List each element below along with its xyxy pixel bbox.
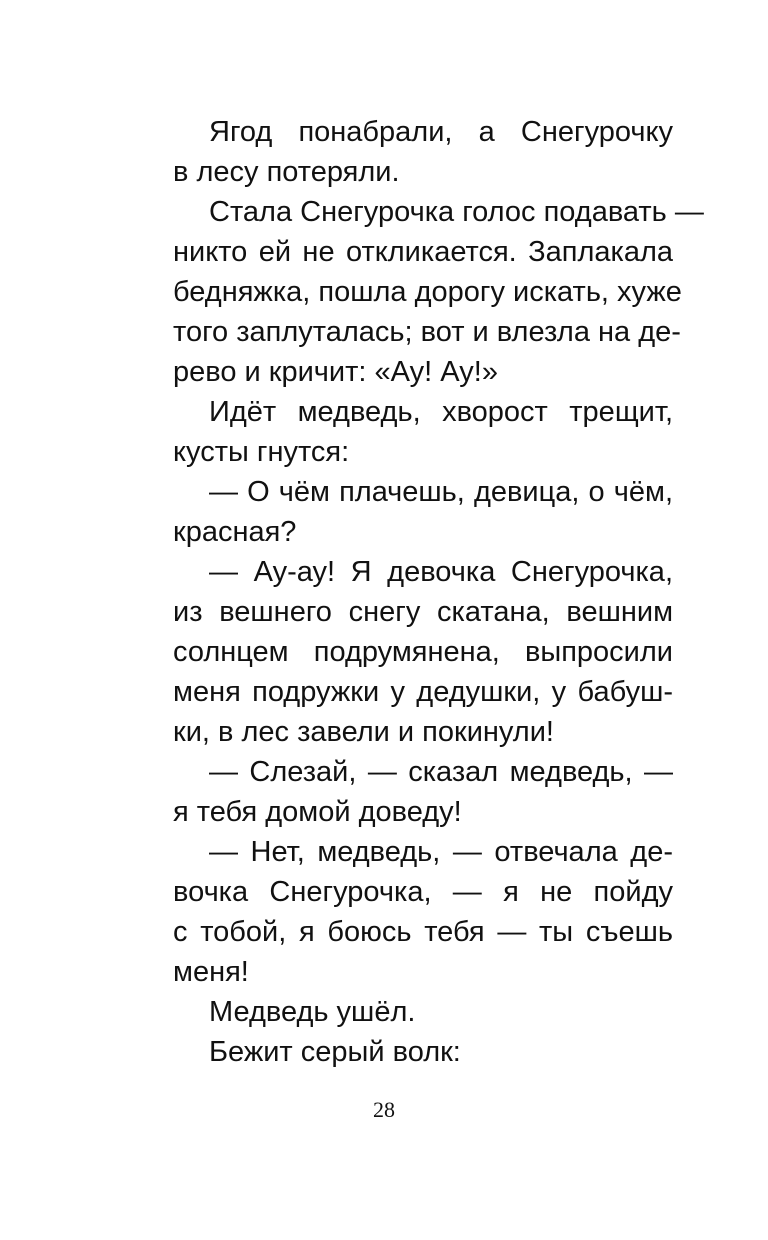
paragraph [137, 992, 673, 1032]
text-line: из вешнего снегу скатана, вешним [173, 596, 673, 628]
text-line: меня подружки у дедушки, у бабуш- [173, 676, 673, 708]
text-line: ки, в лес завели и покинули! [173, 716, 554, 748]
text-line: — Слезай, — сказал медведь, — [209, 756, 673, 788]
body-text [137, 112, 704, 1072]
text-line: с тобой, я боюсь тебя — ты съешь [173, 916, 673, 948]
text-line: — О чём плачешь, девица, о чём, [209, 476, 673, 508]
text-line: меня! [173, 956, 249, 988]
text-line: я тебя домой доведу! [173, 796, 462, 828]
text-line: рево и кричит: «Ау! Ау!» [173, 356, 498, 388]
text-line: — Нет, медведь, — отвечала де- [209, 836, 673, 868]
text-line: Идёт медведь, хворост трещит, [209, 396, 673, 428]
text-line: никто ей не откликается. Заплакала [173, 236, 673, 268]
paragraph [137, 112, 673, 192]
paragraph [137, 752, 673, 832]
text-line: в лесу потеряли. [173, 156, 400, 188]
text-line: вочка Снегурочка, — я не пойду [173, 876, 673, 908]
text-line: Стала Снегурочка голос подавать — [209, 196, 704, 228]
paragraph [137, 832, 673, 992]
text-line: красная? [173, 516, 297, 548]
text-line: солнцем подрумянена, выпросили [173, 636, 673, 668]
text-line: Медведь ушёл. [209, 996, 416, 1028]
paragraph [137, 552, 673, 752]
paragraph [137, 472, 673, 552]
text-line: кусты гнутся: [173, 436, 350, 468]
text-line: бедняжка, пошла дорогу искать, хуже [173, 276, 682, 308]
text-line: Ягод понабрали, а Снегурочку [209, 116, 673, 148]
text-line: Бежит серый волк: [209, 1036, 461, 1068]
paragraph [137, 392, 673, 472]
paragraph [137, 192, 704, 392]
text-line: того заплуталась; вот и влезла на де- [173, 316, 681, 348]
paragraph [137, 1032, 673, 1072]
text-line: — Ау-ау! Я девочка Снегурочка, [209, 556, 673, 588]
page-number: 28 [373, 1097, 395, 1122]
